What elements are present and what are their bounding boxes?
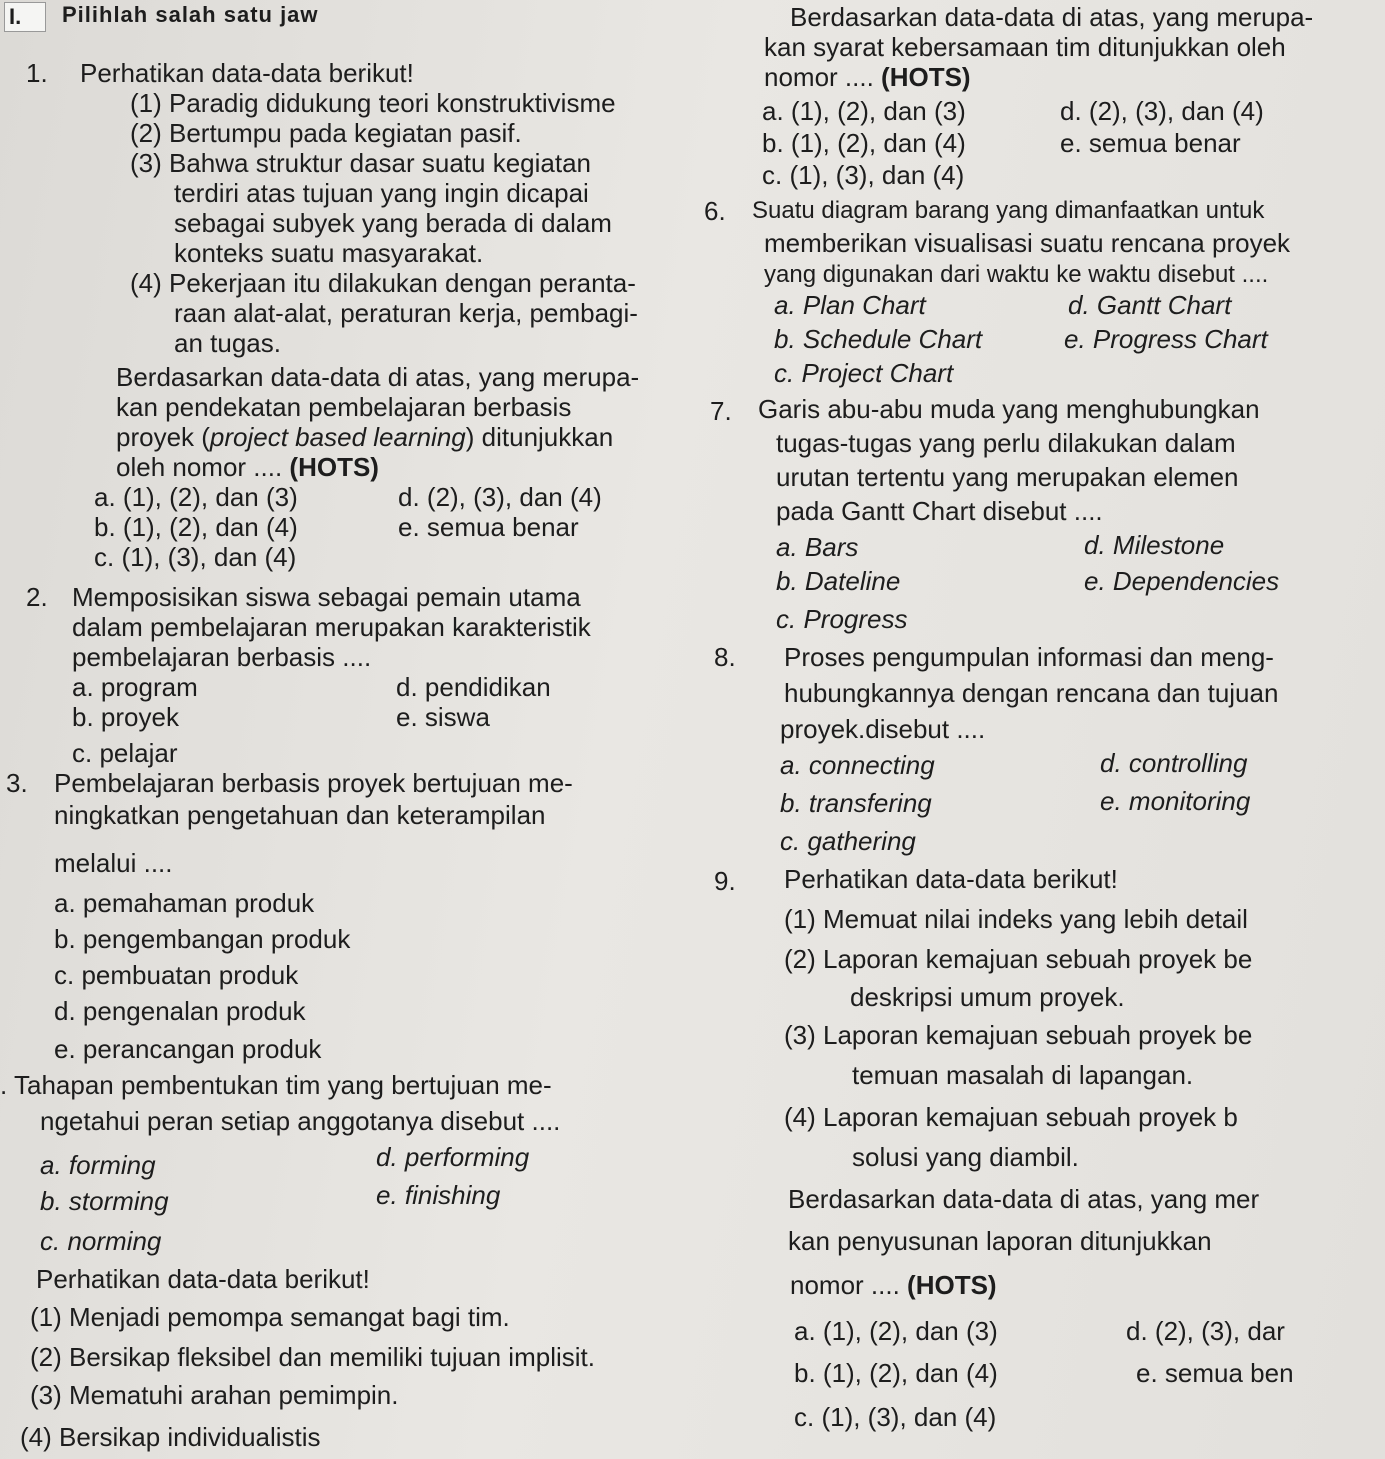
q3-option-c[interactable]: c. pembuatan produk <box>54 960 299 990</box>
q9-statement-2-line2: deskripsi umum proyek. <box>850 982 1125 1012</box>
q4-option-e[interactable]: e. finishing <box>376 1180 501 1210</box>
q8-line3: proyek.disebut .... <box>780 714 986 744</box>
q9-question-line1: Berdasarkan data-data di atas, yang mer <box>788 1184 1260 1214</box>
q7-number: 7. <box>710 396 732 426</box>
q5-statement-2: (2) Bersikap fleksibel dan memiliki tujuan implisit. <box>30 1342 595 1372</box>
q7-option-c[interactable]: c. Progress <box>776 604 908 634</box>
q9-q3-text: nomor .... <box>790 1270 908 1300</box>
q1-statement-4: (4) Pekerjaan itu dilakukan dengan peranta- <box>130 268 636 298</box>
q4-line1: . Tahapan pembentukan tim yang bertujuan me- <box>0 1070 552 1100</box>
q6-option-a[interactable]: a. Plan Chart <box>774 290 926 320</box>
q8-option-c[interactable]: c. gathering <box>780 826 916 856</box>
q8-option-d[interactable]: d. controlling <box>1100 748 1248 778</box>
q5-option-a[interactable]: a. (1), (2), dan (3) <box>762 96 966 126</box>
q4-option-d[interactable]: d. performing <box>376 1142 530 1172</box>
q1-hots-badge: (HOTS) <box>289 452 379 482</box>
q1-question-line2: kan pendekatan pembelajaran berbasis <box>116 392 572 422</box>
q6-number: 6. <box>704 196 726 226</box>
q9-option-a[interactable]: a. (1), (2), dan (3) <box>794 1316 998 1346</box>
q1-stem: Perhatikan data-data berikut! <box>80 58 414 88</box>
section-number: I. <box>4 2 46 32</box>
q3-number: 3. <box>6 768 28 798</box>
q5-statement-3: (3) Mematuhi arahan pemimpin. <box>30 1380 399 1410</box>
q1-option-e[interactable]: e. semua benar <box>398 512 579 542</box>
q6-option-d[interactable]: d. Gantt Chart <box>1068 290 1232 320</box>
q7-line3: urutan tertentu yang merupakan elemen <box>776 462 1239 492</box>
q1-statement-3: (3) Bahwa struktur dasar suatu kegiatan <box>130 148 592 178</box>
q3-line2: ningkatkan pengetahuan dan keterampilan <box>54 800 546 830</box>
q1-question-line4 <box>116 452 379 482</box>
q6-option-c[interactable]: c. Project Chart <box>774 358 954 388</box>
q2-line2: dalam pembelajaran merupakan karakteristik <box>72 612 591 642</box>
q8-line2: hubungkannya dengan rencana dan tujuan <box>784 678 1279 708</box>
q9-option-e[interactable]: e. semua ben <box>1136 1358 1294 1388</box>
q5-option-b[interactable]: b. (1), (2), dan (4) <box>762 128 966 158</box>
q8-line1: Proses pengumpulan informasi dan meng- <box>784 642 1274 672</box>
q7-line4: pada Gantt Chart disebut .... <box>776 496 1103 526</box>
right-column <box>700 0 1385 1459</box>
q6-line3: yang digunakan dari waktu ke waktu disebut .... <box>764 261 1269 288</box>
q9-question-line2: kan penyusunan laporan ditunjukkan <box>788 1226 1212 1256</box>
q9-number: 9. <box>714 866 736 896</box>
q1-q3-italic: project based learning <box>209 422 466 452</box>
q9-statement-1: (1) Memuat nilai indeks yang lebih detail <box>784 904 1248 934</box>
q2-option-a[interactable]: a. program <box>72 672 198 702</box>
q4-option-a[interactable]: a. forming <box>40 1150 156 1180</box>
q6-option-e[interactable]: e. Progress Chart <box>1064 324 1268 354</box>
q9-statement-3-line2: temuan masalah di lapangan. <box>852 1060 1194 1090</box>
q3-option-d[interactable]: d. pengenalan produk <box>54 996 306 1026</box>
q6-option-b[interactable]: b. Schedule Chart <box>774 324 983 354</box>
q1-q3-part3: ) ditunjukkan <box>465 422 614 452</box>
q1-statement-3-line3: sebagai subyek yang berada di dalam <box>174 208 612 238</box>
q1-statement-3-line2: terdiri atas tujuan yang ingin dicapai <box>174 178 589 208</box>
q5-question-line1: Berdasarkan data-data di atas, yang merupa- <box>790 2 1314 32</box>
q9-statement-3: (3) Laporan kemajuan sebuah proyek be <box>784 1020 1253 1050</box>
q2-option-c[interactable]: c. pelajar <box>72 738 178 768</box>
q9-hots-badge: (HOTS) <box>907 1270 997 1300</box>
q2-option-d[interactable]: d. pendidikan <box>396 672 551 702</box>
q7-line1: Garis abu-abu muda yang menghubungkan <box>758 394 1260 424</box>
q5-statement-4: (4) Bersikap individualistis <box>20 1422 321 1452</box>
q3-option-a[interactable]: a. pemahaman produk <box>54 888 315 918</box>
q8-option-b[interactable]: b. transfering <box>780 788 932 818</box>
q9-stem: Perhatikan data-data berikut! <box>784 864 1118 894</box>
q4-option-c[interactable]: c. norming <box>40 1226 162 1256</box>
q1-statement-3-line4: konteks suatu masyarakat. <box>174 238 484 268</box>
section-title: Pilihlah salah satu jaw <box>62 2 319 27</box>
q1-option-b[interactable]: b. (1), (2), dan (4) <box>94 512 298 542</box>
q5-q3-text: nomor .... <box>764 62 882 92</box>
q9-statement-2: (2) Laporan kemajuan sebuah proyek be <box>784 944 1253 974</box>
q3-line1: Pembelajaran berbasis proyek bertujuan me- <box>54 768 573 798</box>
q2-option-b[interactable]: b. proyek <box>72 702 179 732</box>
q1-q4-text: oleh nomor .... <box>116 452 290 482</box>
q6-line1: Suatu diagram barang yang dimanfaatkan untuk <box>752 197 1265 224</box>
q3-option-e[interactable]: e. perancangan produk <box>54 1034 322 1064</box>
q5-question-line3 <box>764 62 971 92</box>
q1-question-line3 <box>116 422 613 452</box>
q5-option-d[interactable]: d. (2), (3), dan (4) <box>1060 96 1264 126</box>
q7-option-b[interactable]: b. Dateline <box>776 566 901 596</box>
q5-question-line2: kan syarat kebersamaan tim ditunjukkan oleh <box>764 32 1286 62</box>
q2-line1: Memposisikan siswa sebagai pemain utama <box>72 582 581 612</box>
q5-hots-badge: (HOTS) <box>881 62 971 92</box>
q1-q3-part1: proyek ( <box>116 422 210 452</box>
q9-option-c[interactable]: c. (1), (3), dan (4) <box>794 1402 997 1432</box>
q1-question-line1: Berdasarkan data-data di atas, yang merupa- <box>116 362 640 392</box>
q5-option-c[interactable]: c. (1), (3), dan (4) <box>762 160 965 190</box>
q2-number: 2. <box>26 582 48 612</box>
q1-option-d[interactable]: d. (2), (3), dan (4) <box>398 482 602 512</box>
q1-statement-4-line2: raan alat-alat, peraturan kerja, pembagi- <box>174 298 638 328</box>
q1-option-c[interactable]: c. (1), (3), dan (4) <box>94 542 297 572</box>
q5-option-e[interactable]: e. semua benar <box>1060 128 1241 158</box>
q1-statement-2: (2) Bertumpu pada kegiatan pasif. <box>130 118 522 148</box>
q9-statement-4: (4) Laporan kemajuan sebuah proyek b <box>784 1102 1238 1132</box>
q1-statement-1: (1) Paradig didukung teori konstruktivisme <box>130 88 616 118</box>
q3-option-b[interactable]: b. pengembangan produk <box>54 924 351 954</box>
q7-option-d[interactable]: d. Milestone <box>1084 530 1225 560</box>
q7-option-e[interactable]: e. Dependencies <box>1084 566 1280 596</box>
q9-statement-4-line2: solusi yang diambil. <box>852 1142 1079 1172</box>
q7-option-a[interactable]: a. Bars <box>776 532 859 562</box>
q1-option-a[interactable]: a. (1), (2), dan (3) <box>94 482 298 512</box>
q1-number: 1. <box>26 58 48 88</box>
q2-line3: pembelajaran berbasis .... <box>72 642 372 672</box>
q5-stem: Perhatikan data-data berikut! <box>36 1264 370 1294</box>
q4-line2: ngetahui peran setiap anggotanya disebut .... <box>40 1106 561 1136</box>
q9-option-d[interactable]: d. (2), (3), dar <box>1126 1316 1285 1346</box>
q7-line2: tugas-tugas yang perlu dilakukan dalam <box>776 428 1236 458</box>
q9-question-line3 <box>790 1270 997 1300</box>
q6-line2: memberikan visualisasi suatu rencana proyek <box>764 228 1291 258</box>
q9-option-b[interactable]: b. (1), (2), dan (4) <box>794 1358 998 1388</box>
q8-number: 8. <box>714 642 736 672</box>
q3-line3: melalui .... <box>54 848 173 878</box>
q8-option-a[interactable]: a. connecting <box>780 750 935 780</box>
q4-option-b[interactable]: b. storming <box>40 1186 169 1216</box>
q2-option-e[interactable]: e. siswa <box>396 702 490 732</box>
q5-statement-1: (1) Menjadi pemompa semangat bagi tim. <box>30 1302 510 1332</box>
q8-option-e[interactable]: e. monitoring <box>1100 786 1251 816</box>
q1-statement-4-line3: an tugas. <box>174 328 281 358</box>
